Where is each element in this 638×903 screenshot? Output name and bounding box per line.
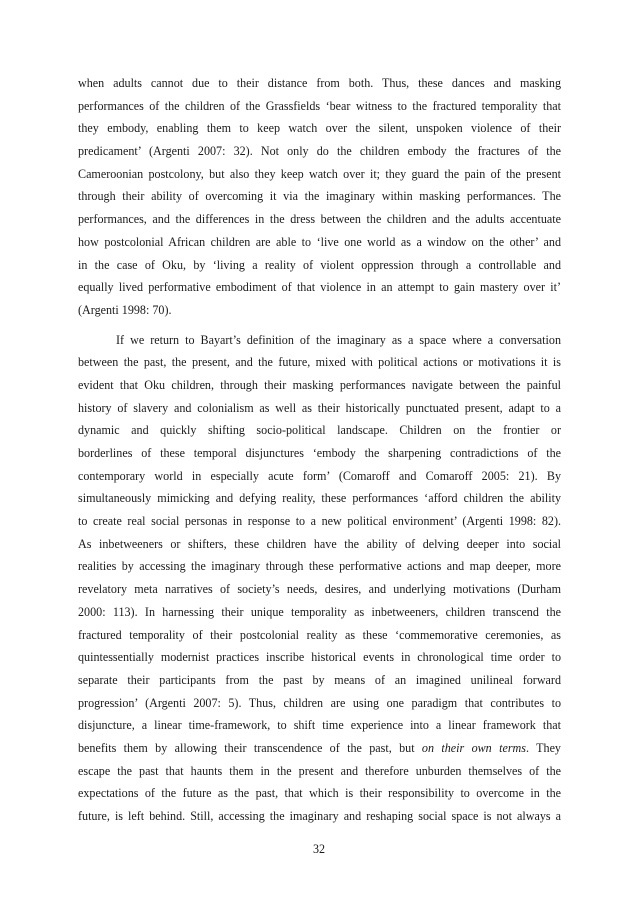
text-segment: . They [525, 740, 561, 755]
emphasized-text: on their own terms [421, 740, 526, 755]
text-line: simultaneously mimicking and defying reality, these performances ‘afford children the ability [78, 491, 561, 506]
text-line: to create real social personas in response to a new political environment’ (Argenti 1998: 82). [78, 514, 561, 529]
text-line: how postcolonial African children are able to ‘live one world as a window on the other’ and [78, 234, 561, 249]
text-line: disjuncture, a linear time-framework, to shift time experience into a linear framework that [78, 718, 561, 733]
paragraph-spacing [78, 322, 561, 329]
paragraph-1 [78, 72, 561, 322]
text-line: performances, and the differences in the dress between the children and the adults accentuate [78, 212, 561, 227]
text-line: predicament’ (Argenti 2007: 32). Not only do the children embody the fractures of the [78, 144, 561, 159]
text-line: If we return to Bayart’s definition of the imaginary as a space where a conversation [116, 332, 561, 347]
text-line: progression’ (Argenti 2007: 5). Thus, children are using one paradigm that contributes to [78, 695, 561, 710]
text-line: fractured temporality of their postcolonial reality as these ‘commemorative ceremonies, as [78, 627, 561, 642]
text-line: quintessentially modernist practices inscribe historical events in chronological time order to [78, 650, 561, 665]
text-line: between the past, the present, and the future, mixed with political actions or motivations it is [78, 355, 561, 370]
text-line: 2000: 113). In harnessing their unique temporality as inbetweeners, children transcend the [78, 604, 561, 619]
text-line: (Argenti 1998: 70). [78, 302, 172, 317]
text-line: expectations of the future as the past, that which is their responsibility to overcome in the [78, 786, 561, 801]
text-line: As inbetweeners or shifters, these children have the ability of delving deeper into social [78, 536, 561, 551]
text-line: Cameroonian postcolony, but also they keep watch over it; they guard the pain of the present [78, 166, 561, 181]
text-line-with-emphasis [78, 737, 561, 760]
text-line: equally lived performative embodiment of that violence in an attempt to gain mastery over it’ [78, 280, 561, 295]
text-line: history of slavery and colonialism as well as their historically punctuated present, adapt to a [78, 400, 561, 415]
text-line: dynamic and quickly shifting socio-political landscape. Children on the frontier or [78, 423, 561, 438]
text-line: evident that Oku children, through their masking performances navigate between the painful [78, 377, 561, 392]
text-line: through their ability of overcoming it via the imaginary within masking performances. The [78, 189, 561, 204]
text-line: future, is left behind. Still, accessing the imaginary and reshaping social space is not always a [78, 809, 561, 823]
text-line: performances of the children of the Grassfields ‘bear witness to the fractured temporality that [78, 98, 561, 113]
text-line: contemporary world in especially acute form’ (Comaroff and Comaroff 2005: 21). By [78, 468, 561, 483]
text-line: borderlines of these temporal disjunctures ‘embody the sharpening contradictions of the [78, 446, 561, 460]
paragraph-2 [78, 329, 561, 828]
text-line: in the case of Oku, by ‘living a reality of violent oppression through a controllable and [78, 257, 561, 272]
page-number: 32 [312, 842, 326, 856]
text-line: revelatory meta narratives of society’s needs, desires, and underlying motivations (Durham [78, 582, 561, 597]
text-segment: benefits them by allowing their transcendence of the past, but [78, 740, 415, 755]
text-line: separate their participants from the past by means of an imagined unilineal forward [78, 672, 561, 687]
body-text [78, 72, 561, 828]
text-line: when adults cannot due to their distance from both. Thus, these dances and masking [78, 76, 561, 90]
text-line: realities by accessing the imaginary through these performative actions and map deeper, more [78, 559, 561, 574]
text-line: they embody, enabling them to keep watch over the silent, unspoken violence of their [78, 121, 561, 136]
text-line: escape the past that haunts them in the present and therefore unburden themselves of the [78, 763, 561, 778]
